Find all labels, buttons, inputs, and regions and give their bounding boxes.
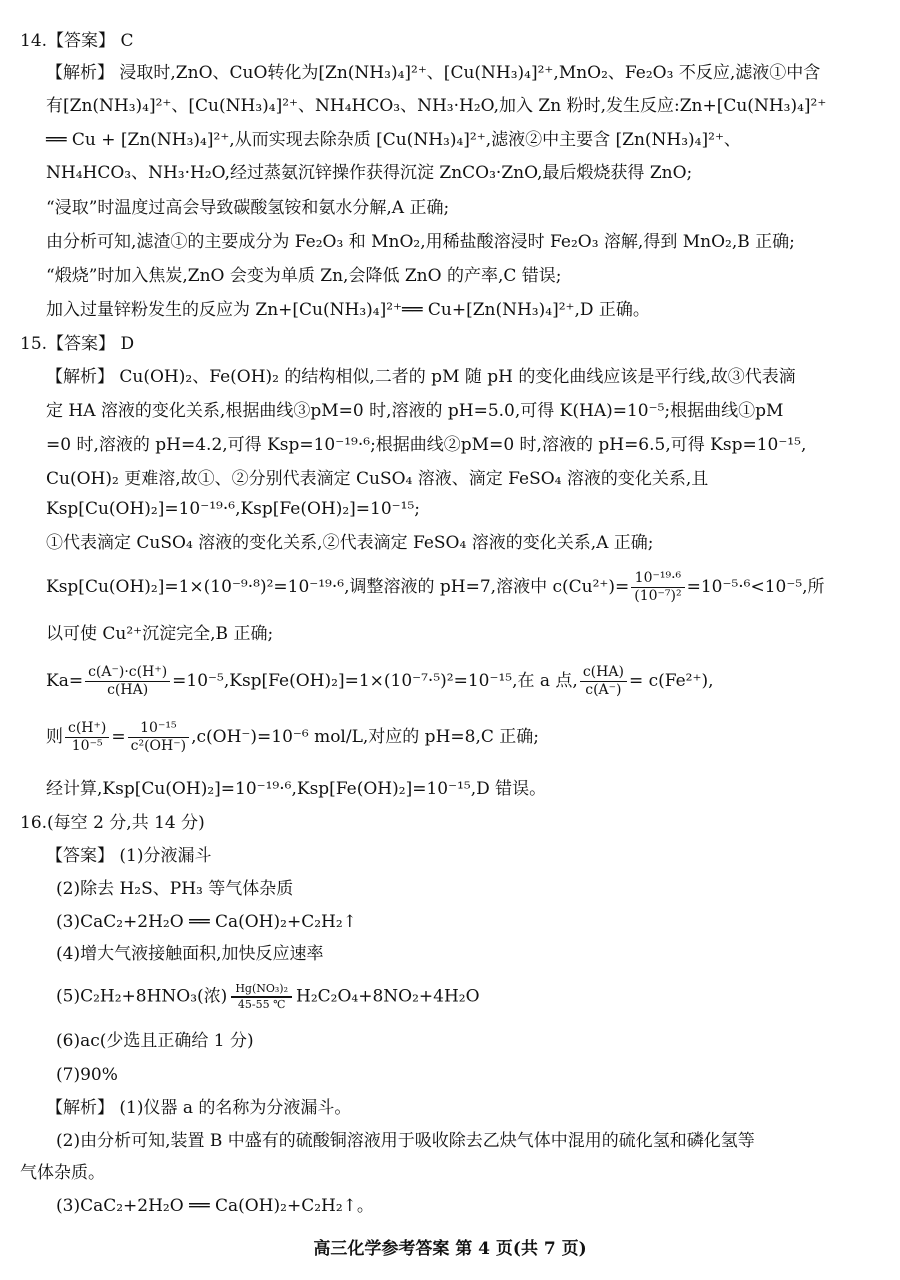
- ksp-cu-text: Ksp[Cu(OH)₂]=1×(10⁻⁹·⁸)²=10⁻¹⁹·⁶,调整溶液的 pH=7,溶液中 c(Cu²⁺)=: [46, 577, 630, 597]
- q15-line-5: Ksp[Cu(OH)₂]=10⁻¹⁹·⁶,Ksp[Fe(OH)₂]=10⁻¹⁵;: [46, 499, 421, 519]
- q14-line-6: 由分析可知,滤渣①的主要成分为 Fe₂O₃ 和 MnO₂,用稀盐酸溶浸时 Fe₂O₃ 溶解,得到 MnO₂,B 正确;: [46, 232, 795, 252]
- q15-line-b: 以可使 Cu²⁺沉淀完全,B 正确;: [46, 624, 274, 644]
- oh-fraction-numerator: 10⁻¹⁵: [128, 720, 189, 738]
- q15-heading: 15.【答案】 D: [20, 334, 135, 354]
- ka-denominator: c(HA): [107, 682, 149, 698]
- q15-last-line: 经计算,Ksp[Cu(OH)₂]=10⁻¹⁹·⁶,Ksp[Fe(OH)₂]=10⁻¹⁵,D 错误。: [46, 779, 547, 799]
- q15-ka-line: [46, 664, 714, 699]
- q16-answer-3: (3)CaC₂+2H₂O ══ Ca(OH)₂+C₂H₂↑: [56, 912, 357, 932]
- cu-fraction-denominator: (10⁻⁷)²: [634, 588, 682, 604]
- ha-ratio-numerator: c(HA): [580, 664, 627, 682]
- q16-answer-1: 【答案】 (1)分液漏斗: [46, 846, 212, 866]
- q16-answer-2: (2)除去 H₂S、PH₃ 等气体杂质: [56, 879, 294, 899]
- ka-fraction: [85, 664, 170, 699]
- page-footer: 高三化学参考答案 第 4 页(共 7 页): [313, 1239, 587, 1259]
- h-fraction-denominator: 10⁻⁵: [71, 738, 103, 754]
- catalyst-label: Hg(NO₃)₂: [231, 982, 292, 998]
- q16-explain-2a: (2)由分析可知,装置 B 中盛有的硫酸铜溶液用于吸收除去乙炔气体中混用的硫化氢和磷化氢等: [56, 1131, 755, 1151]
- then-equals: =: [111, 727, 126, 747]
- q14-line-2: 有[Zn(NH₃)₄]²⁺、[Cu(NH₃)₄]²⁺、NH₄HCO₃、NH₃·H₂O,加入 Zn 粉时,发生反应:Zn+[Cu(NH₃)₄]²⁺: [46, 96, 827, 116]
- q15-line-4: Cu(OH)₂ 更难溶,故①、②分别代表滴定 CuSO₄ 溶液、滴定 FeSO₄ 溶液的变化关系,且: [46, 469, 709, 489]
- oh-fraction: [128, 720, 189, 755]
- q15-line-3: =0 时,溶液的 pH=4.2,可得 Ksp=10⁻¹⁹·⁶;根据曲线②pM=0 时,溶液的 pH=6.5,可得 Ksp=10⁻¹⁵,: [46, 435, 807, 455]
- q16-answer-4: (4)增大气液接触面积,加快反应速率: [56, 944, 324, 964]
- ka-end-text: = c(Fe²⁺),: [628, 671, 714, 691]
- h-fraction-numerator: c(H⁺): [65, 720, 109, 738]
- q15-ksp-cu-line: [46, 570, 825, 605]
- ksp-cu-result: =10⁻⁵·⁶<10⁻⁵,所: [686, 577, 825, 597]
- h-fraction: [65, 720, 109, 755]
- q16-explain-1: 【解析】 (1)仪器 a 的名称为分液漏斗。: [46, 1098, 352, 1118]
- q14-heading: 14.【答案】 C: [20, 31, 134, 51]
- then-result: ,c(OH⁻)=10⁻⁶ mol/L,对应的 pH=8,C 正确;: [191, 727, 539, 747]
- q16-answer-7: (7)90%: [56, 1065, 118, 1085]
- q15-line-1: 【解析】 Cu(OH)₂、Fe(OH)₂ 的结构相似,二者的 pM 随 pH 的变化曲线应该是平行线,故③代表滴: [46, 367, 796, 387]
- then-label: 则: [46, 727, 63, 747]
- q15-line-6: ①代表滴定 CuSO₄ 溶液的变化关系,②代表滴定 FeSO₄ 溶液的变化关系,A 正确;: [46, 533, 654, 553]
- q14-line-4: NH₄HCO₃、NH₃·H₂O,经过蒸氨沉锌操作获得沉淀 ZnCO₃·ZnO,最后煅烧获得 ZnO;: [46, 163, 693, 183]
- cu-fraction: [631, 570, 684, 605]
- q14-line-8: 加入过量锌粉发生的反应为 Zn+[Cu(NH₃)₄]²⁺══ Cu+[Zn(NH₃)₄]²⁺,D 正确。: [46, 300, 650, 320]
- answer-5-products: H₂C₂O₄+8NO₂+4H₂O: [296, 986, 480, 1007]
- q16-answer-5: [56, 982, 480, 1012]
- q16-explain-2b: 气体杂质。: [20, 1163, 105, 1183]
- reaction-condition: [231, 982, 292, 1012]
- ha-ratio-fraction: [580, 664, 627, 699]
- q16-answer-6: (6)ac(少选且正确给 1 分): [56, 1031, 254, 1051]
- temperature-label: 45-55 ℃: [237, 998, 286, 1011]
- cu-fraction-numerator: 10⁻¹⁹·⁶: [631, 570, 684, 588]
- oh-fraction-denominator: c²(OH⁻): [130, 738, 187, 754]
- q15-line-2: 定 HA 溶液的变化关系,根据曲线③pM=0 时,溶液的 pH=5.0,可得 K(HA)=10⁻⁵;根据曲线①pM: [46, 401, 784, 421]
- q14-line-7: “煅烧”时加入焦炭,ZnO 会变为单质 Zn,会降低 ZnO 的产率,C 错误;: [46, 266, 562, 286]
- ka-middle-text: =10⁻⁵,Ksp[Fe(OH)₂]=1×(10⁻⁷·⁵)²=10⁻¹⁵,在 a 点,: [172, 671, 578, 691]
- answer-5-reactants: (5)C₂H₂+8HNO₃(浓): [56, 986, 228, 1007]
- q16-heading: 16.(每空 2 分,共 14 分): [20, 813, 205, 833]
- q14-line-5: “浸取”时温度过高会导致碳酸氢铵和氨水分解,A 正确;: [46, 198, 450, 218]
- q16-explain-3: (3)CaC₂+2H₂O ══ Ca(OH)₂+C₂H₂↑。: [56, 1196, 374, 1216]
- ha-ratio-denominator: c(A⁻): [585, 682, 622, 698]
- q15-then-line: [46, 720, 539, 755]
- ka-label: Ka=: [46, 671, 84, 691]
- ka-numerator: c(A⁻)·c(H⁺): [85, 664, 170, 682]
- q14-line-1: 【解析】 浸取时,ZnO、CuO转化为[Zn(NH₃)₄]²⁺、[Cu(NH₃)₄]²⁺,MnO₂、Fe₂O₃ 不反应,滤液①中含: [46, 63, 821, 83]
- q14-line-3: ══ Cu + [Zn(NH₃)₄]²⁺,从而实现去除杂质 [Cu(NH₃)₄]²⁺,滤液②中主要含 [Zn(NH₃)₄]²⁺、: [46, 130, 741, 150]
